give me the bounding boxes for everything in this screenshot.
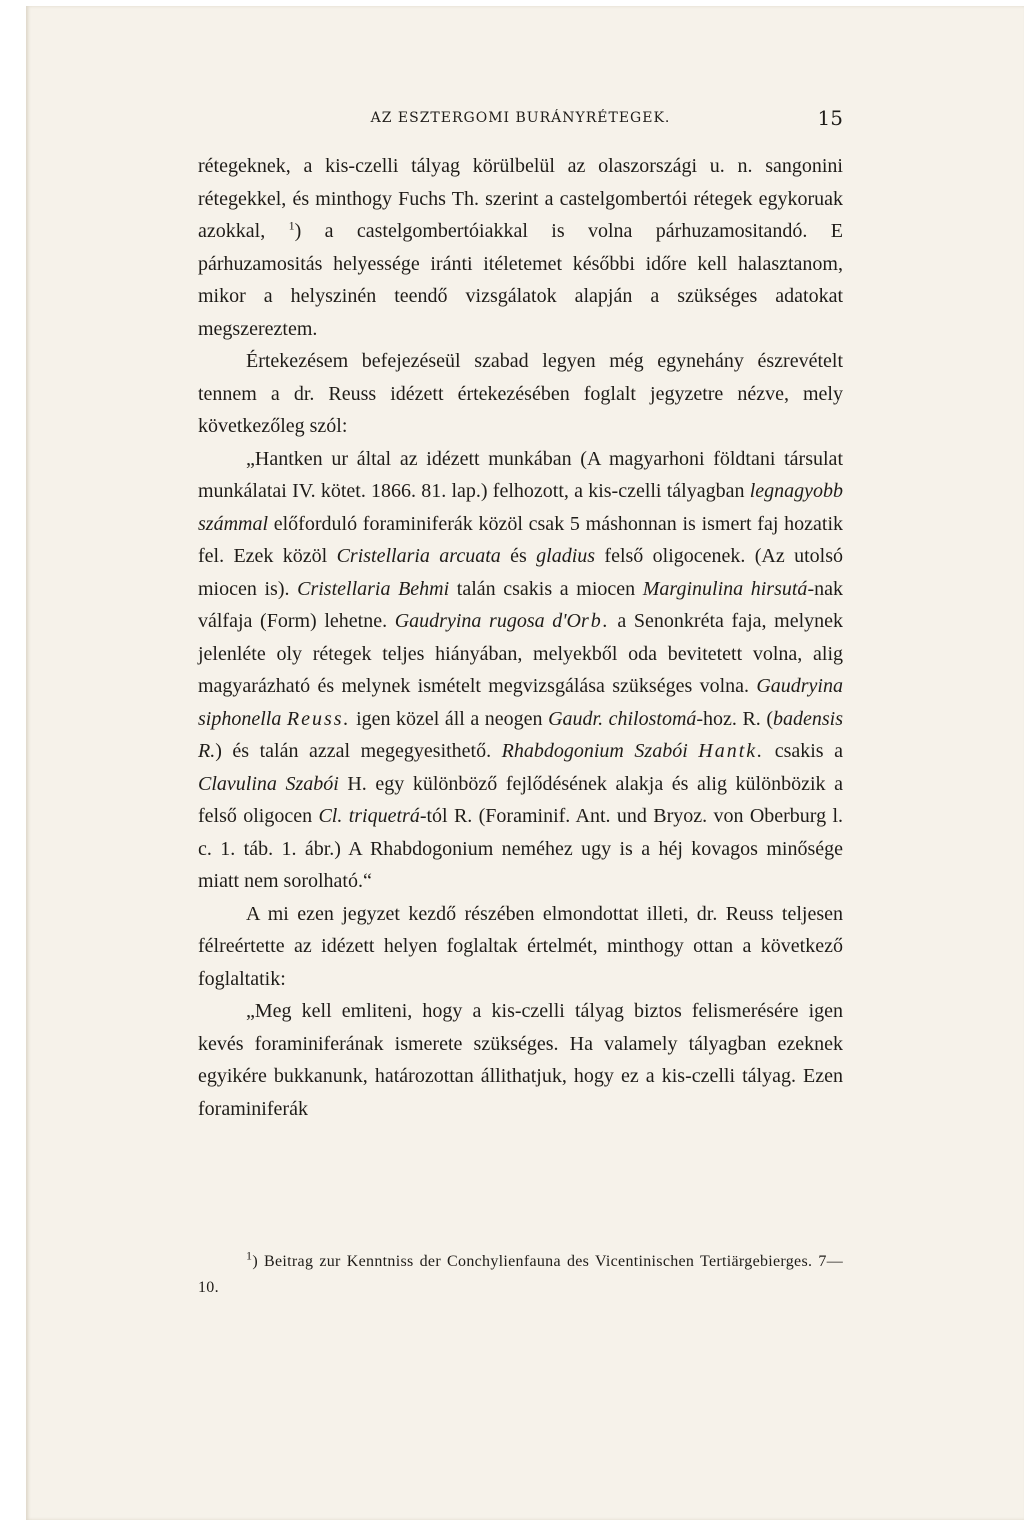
text-run: ) és talán azzal megegyesithető. [215,740,502,762]
spaced-italic-text: Reuss. [286,707,351,730]
text-run: -nak válfaja (Form) lehetne. [198,577,843,632]
footnotes [198,1249,843,1301]
text-run: -hoz. R. ( [696,707,773,730]
spaced-italic-text: rb. [580,610,610,632]
paragraph [198,443,843,898]
italic-text: badensis R. [198,707,843,762]
paragraph [198,345,843,443]
body-text [198,150,843,1125]
italic-text: gladius [536,545,596,567]
text-run: A mi ezen jegyzet kezdő részében elmondottat illeti, dr. Reuss teljesen félreértette az idézett helyen foglaltak értelmét, minthogy ottan a következő foglaltatik: [198,902,843,990]
italic-text: Gaudr. chilostomá [548,707,697,730]
text-run: és [500,545,537,567]
text-run: ) a castelgombertóiakkal is volna párhuzamositandó. E párhuzamositás helyessége iránti itéletemet későbbi időre kell halasztanom, mikor a helyszinén teendő vizsgálatok alapján a szükséges adatokat megszereztem. [198,220,843,340]
italic-text: legnagyobb számmal [198,480,843,535]
text-run: előforduló foraminiferák közöl csak 5 máshonnan is ismert faj hozatik fel. Ezek közöl [198,512,843,567]
italic-text: Clavulina Szabói [198,772,339,795]
footnote-text: ) Beitrag zur Kenntniss der Conchylienfauna des Vicentinischen Tertiärgebierges. 7—10. [198,1253,843,1296]
paragraph [198,898,843,996]
text-run: H. egy különböző fejlődésének alakja és alig különbözik a felső oligocen [198,772,843,827]
text-run: rétegeknek, a kis-czelli tályag körülbelül az olaszországi u. n. sangonini rétegekkel, és minthogy Fuchs Th. szerint a castelgombertói rétegek egykoruak azokkal, [198,155,843,242]
scanned-page [26,6,1024,1520]
footnote-reference: 1 [288,218,295,233]
page-number: 15 [817,106,843,130]
running-title: AZ ESZTERGOMI BURÁNYRÉTEGEK. [370,110,671,126]
book-page [198,104,843,1364]
text-run: Értekezésem befejezéseül szabad legyen még egynehány észrevételt tennem a dr. Reuss idézett értekezésében foglalt jegyzetre nézve, mely következőleg szól: [198,350,843,437]
footnote [198,1249,843,1301]
text-run: „Meg kell emliteni, hogy a kis-czelli tályag biztos felismerésére igen kevés foraminiferának ismerete szükséges. Ha valamely tályagban ezeknek egyikére bukkanunk, határozottan állithatjuk, hogy ez a kis-czelli tályag. Ezen foraminiferák [198,1000,843,1120]
italic-text: Gaudryina rugosa d'O [394,610,581,632]
text-run: talán csakis a miocen [449,577,643,600]
text-run: csakis a [764,740,843,762]
text-run: -tól R. (Foraminif. Ant. und Bryoz. von Oberburg l. c. 1. táb. 1. ábr.) A Rhabdogonium neméhez ugy is a héj kovagos minősége miatt nem sorolható.“ [198,805,844,892]
paragraph [198,150,843,345]
italic-text: Rhabdogonium Szabói [501,740,688,762]
text-run: felső oligocenek. (Az utolsó miocen is). [198,545,843,600]
italic-text: Cl. triquetrá [318,805,420,827]
paragraph [198,995,843,1125]
text-run: „Hantken ur által az idézett munkában (A magyarhoni földtani társulat munkálatai IV. kötet. 1866. 81. lap.) felhozott, a kis-czelli tályagban [198,447,843,502]
running-header [198,104,843,144]
italic-text: Gaudryina siphonella [198,675,843,730]
text-run: a Senonkréta faja, melynek jelenléte oly rétegek teljes hiányában, melyekből oda bevitetett volna, alig magyarázható és melynek ismételt megvizsgálása szükséges volna. [198,610,844,697]
text-run: igen közel áll a neogen [350,707,549,730]
italic-text: Marginulina hirsutá [642,577,808,600]
footnote-marker: 1 [246,1248,253,1263]
text-run [688,740,699,762]
spaced-italic-text: Hantk. [698,740,765,762]
italic-text: Cristellaria Behmi [297,577,450,600]
italic-text: Cristellaria arcuata [336,545,501,567]
